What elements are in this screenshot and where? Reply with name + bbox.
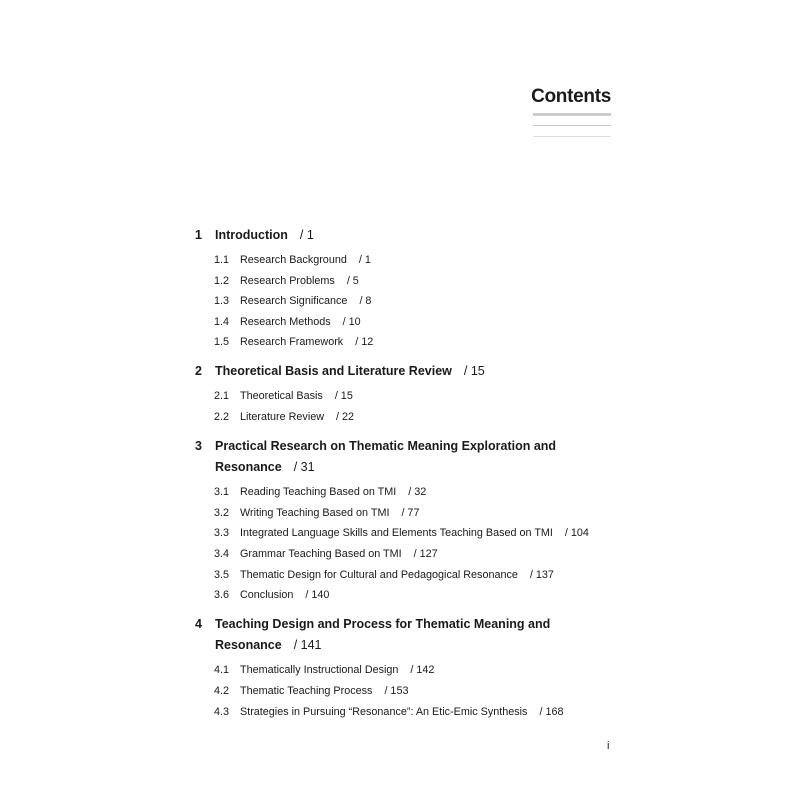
section-number: 2.2 — [214, 411, 230, 423]
section-title-text: Research Methods — [240, 316, 331, 328]
chapter-title-text: Theoretical Basis and Literature Review — [215, 364, 452, 378]
page-ref: / 12 — [355, 336, 374, 348]
page-ref: / 15 — [463, 364, 485, 378]
page-ref: / 104 — [564, 527, 589, 539]
section-title-text: Writing Teaching Based on TMI — [240, 507, 390, 519]
page-ref: / 1 — [358, 254, 371, 266]
page-title: Contents — [531, 86, 611, 107]
section-title-text: Research Framework — [240, 336, 344, 348]
page-ref: / 32 — [408, 486, 427, 498]
page-ref: / 141 — [293, 638, 322, 652]
page-ref: / 5 — [346, 275, 359, 287]
title-rule — [533, 125, 611, 126]
chapter-title — [215, 618, 550, 631]
chapter-title — [215, 365, 485, 378]
section-title — [240, 487, 426, 498]
section-title — [240, 337, 373, 348]
section-number: 4.2 — [214, 685, 230, 697]
chapter-number: 4 — [195, 617, 202, 631]
section-number: 1.2 — [214, 275, 230, 287]
chapter-title-text: Resonance — [215, 460, 282, 474]
page-ref: / 142 — [410, 664, 435, 676]
chapter-title — [215, 229, 314, 242]
section-title-text: Integrated Language Skills and Elements Teaching Based on TMI — [240, 527, 553, 539]
section-title — [240, 707, 563, 718]
chapter-title — [215, 440, 556, 453]
chapter-number: 1 — [195, 228, 202, 242]
section-number: 1.3 — [214, 295, 230, 307]
section-number: 1.5 — [214, 336, 230, 348]
page-ref: / 15 — [334, 390, 353, 402]
page-ref: / 153 — [384, 685, 409, 697]
section-number: 1.4 — [214, 316, 230, 328]
section-title — [240, 508, 419, 519]
section-title — [240, 686, 408, 697]
section-title — [240, 296, 371, 307]
section-title — [240, 317, 361, 328]
chapter-title-continued — [215, 461, 315, 474]
section-number: 3.4 — [214, 548, 230, 560]
section-title-text: Theoretical Basis — [240, 390, 323, 402]
chapter-title-text: Practical Research on Thematic Meaning Exploration and — [215, 439, 557, 453]
section-title — [240, 570, 554, 581]
section-number: 3.6 — [214, 589, 230, 601]
page-ref: / 31 — [293, 460, 315, 474]
section-title-text: Thematic Design for Cultural and Pedagogical Resonance — [240, 569, 518, 581]
page-ref: / 8 — [359, 295, 372, 307]
chapter-number: 3 — [195, 439, 202, 453]
section-title-text: Research Background — [240, 254, 347, 266]
title-rule — [533, 136, 611, 137]
page-ref: / 1 — [299, 228, 314, 242]
section-title-text: Research Significance — [240, 295, 348, 307]
section-title-text: Conclusion — [240, 589, 294, 601]
section-title-text: Thematically Instructional Design — [240, 664, 399, 676]
section-title — [240, 391, 353, 402]
page-ref: / 77 — [401, 507, 420, 519]
section-title-text: Research Problems — [240, 275, 335, 287]
section-title-text: Grammar Teaching Based on TMI — [240, 548, 402, 560]
title-rule — [533, 113, 611, 116]
page-ref: / 137 — [529, 569, 554, 581]
page-number: i — [607, 740, 610, 752]
section-number: 4.3 — [214, 706, 230, 718]
section-title — [240, 549, 438, 560]
section-number: 3.2 — [214, 507, 230, 519]
section-number: 1.1 — [214, 254, 230, 266]
section-title-text: Reading Teaching Based on TMI — [240, 486, 397, 498]
section-number: 4.1 — [214, 664, 230, 676]
section-title-text: Strategies in Pursuing “Resonance”: An Etic-Emic Synthesis — [240, 706, 528, 718]
chapter-title-text: Teaching Design and Process for Thematic Meaning and — [215, 617, 551, 631]
page-ref: / 127 — [413, 548, 438, 560]
section-title — [240, 276, 359, 287]
chapter-number: 2 — [195, 364, 202, 378]
section-title — [240, 590, 329, 601]
section-number: 3.5 — [214, 569, 230, 581]
section-title — [240, 665, 434, 676]
page-ref: / 140 — [305, 589, 330, 601]
section-title — [240, 255, 371, 266]
section-title-text: Literature Review — [240, 411, 325, 423]
section-number: 3.3 — [214, 527, 230, 539]
section-number: 3.1 — [214, 486, 230, 498]
chapter-title-continued — [215, 639, 322, 652]
chapter-title-text: Introduction — [215, 228, 288, 242]
section-title — [240, 412, 354, 423]
page-ref: / 22 — [336, 411, 355, 423]
section-title — [240, 528, 589, 539]
page-ref: / 10 — [342, 316, 361, 328]
section-number: 2.1 — [214, 390, 230, 402]
page-ref: / 168 — [539, 706, 564, 718]
section-title-text: Thematic Teaching Process — [240, 685, 373, 697]
chapter-title-text: Resonance — [215, 638, 282, 652]
